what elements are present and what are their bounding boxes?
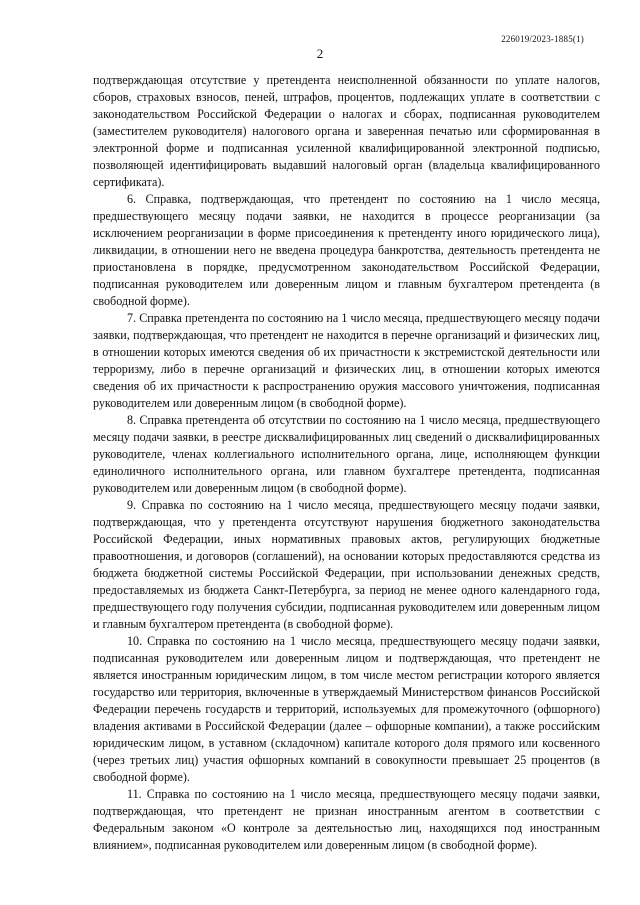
- page-number: 2: [316, 46, 324, 61]
- paragraph-item-8: 8. Справка претендента об отсутствии по состоянию на 1 число месяца, предшествующего месяцу подачи заявки, в реестре дисквалифицированных лиц сведений о дисквалифицированных руководителе, членах коллегиального исполнительного органа, лице, исполняющем функции единоличного исполнительного органа, или главном бухгалтере претендента, подписанная руководителем или доверенным лицом (в свободной форме).: [93, 413, 600, 495]
- paragraph-item-7: 7. Справка претендента по состоянию на 1 число месяца, предшествующего месяцу подачи заявки, подтверждающая, что претендент не находится в перечне организаций и физических лиц, в отношении которых имеются сведения об их причастности к экстремистской деятельности или терроризму, либо в перечне организаций и физических лиц, в отношении которых имеются сведения об их причастности к распространению оружия массового уничтожения, подписанная руководителем или доверенным лицом (в свободной форме).: [93, 311, 600, 410]
- paragraph-item-6: 6. Справка, подтверждающая, что претендент по состоянию на 1 число месяца, предшествующего месяцу подачи заявки, не находится в процессе реорганизации (за исключением реорганизации в форме присоединения к претенденту иного юридического лица), ликвидации, в отношении него не введена процедура банкротства, деятельность претендента не приостановлена в порядке, предусмотренном законодательством Российской Федерации, подписанная руководителем или доверенным лицом и главным бухгалтером претендента (в свободной форме).: [93, 192, 600, 308]
- document-number: 226019/2023-1885(1): [501, 34, 584, 44]
- paragraph-continuation: подтверждающая отсутствие у претендента неисполненной обязанности по уплате налогов, сборов, страховых взносов, пеней, штрафов, процентов, подлежащих уплате в соответствии с законодательством Российской Федерации о налогах и сборах, подписанная руководителем (заместителем руководителя) налогового органа и заверенная печатью или сформированная в электронной форме и подписанная усиленной квалифицированной электронной подписью, позволяющей идентифицировать выдавший налоговый орган (владельца квалифицированного сертификата).: [93, 73, 600, 189]
- paragraph-item-10: 10. Справка по состоянию на 1 число месяца, предшествующего месяцу подачи заявки, подписанная руководителем или доверенным лицом и подтверждающая, что претендент не является иностранным юридическим лицом, в том числе местом регистрации которого является государство или территория, включенные в утверждаемый Министерством финансов Российской Федерации перечень государств и территорий, используемых для промежуточного (офшорного) владения активами в Российской Федерации (далее – офшорные компании), а также российским юридическим лицом, в уставном (складочном) капитале которого доля прямого или косвенного (через третьих лиц) участия офшорных компаний в совокупности превышает 25 процентов (в свободной форме).: [93, 634, 600, 784]
- paragraph-item-11: 11. Справка по состоянию на 1 число месяца, предшествующего месяцу подачи заявки, подтверждающая, что претендент не признан иностранным агентом в соответствии с Федеральным законом «О контроле за деятельностью лиц, находящихся под иностранным влиянием», подписанная руководителем или доверенным лицом (в свободной форме).: [93, 787, 600, 852]
- document-body: [93, 72, 600, 854]
- paragraph-item-9: 9. Справка по состоянию на 1 число месяца, предшествующего месяцу подачи заявки, подтверждающая, что у претендента отсутствуют нарушения бюджетного законодательства Российской Федерации, иных нормативных правовых актов, регулирующих бюджетные правоотношения, и договоров (соглашений), на основании которых предоставляются средства из бюджета бюджетной системы Российской Федерации, при использовании денежных средств, предоставляемых из бюджета Санкт-Петербурга, за период не менее одного календарного года, предшествующего году получения субсидии, подписанная руководителем или доверенным лицом и главным бухгалтером претендента (в свободной форме).: [93, 498, 600, 631]
